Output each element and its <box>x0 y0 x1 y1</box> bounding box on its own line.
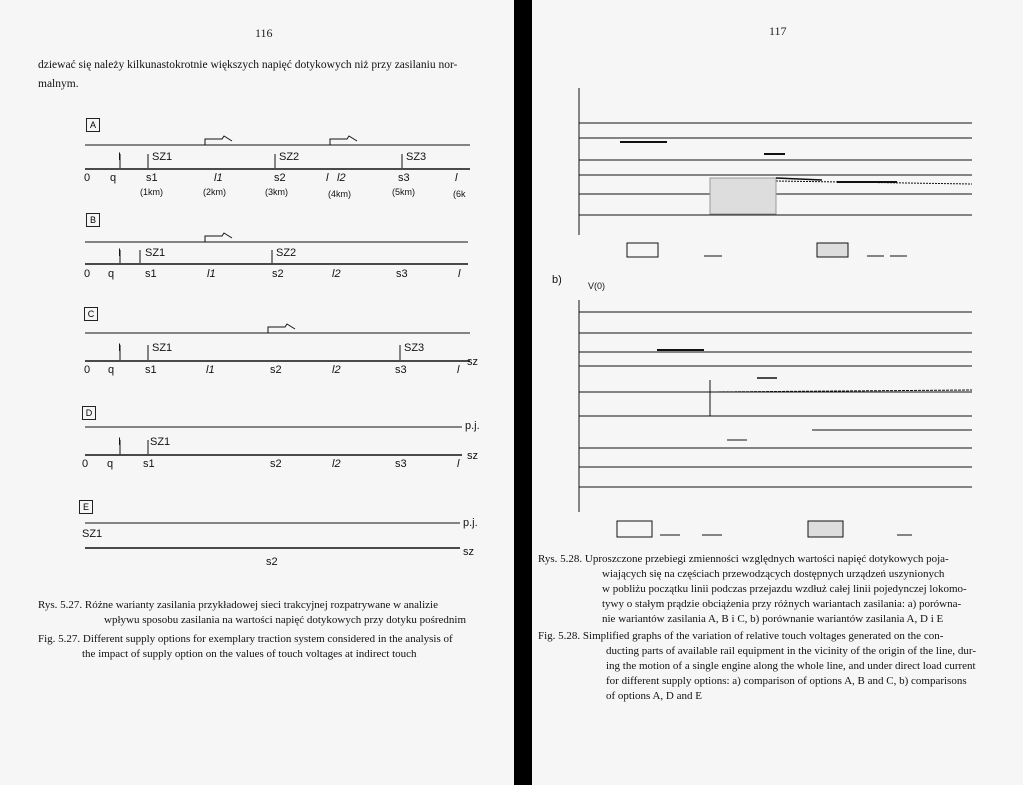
sz-label: sz <box>467 356 478 368</box>
current-label: I <box>118 151 122 163</box>
s2-label: s2 <box>266 556 278 568</box>
sz-label: sz <box>467 450 478 462</box>
l2-label: l2 <box>337 172 346 184</box>
s1-label: s1 <box>143 458 155 470</box>
origin-label: 0 <box>84 364 91 376</box>
s3-label: s3 <box>396 268 408 280</box>
caption-en-line-1: Fig. 5.27. Different supply options for exemplary traction system considered in the analysis of <box>38 633 453 645</box>
l2-label: l2 <box>332 268 341 280</box>
caption-en-line-2: the impact of supply option on the values of touch voltages at indirect touch <box>82 648 417 660</box>
sz3-label: SZ3 <box>406 151 427 163</box>
caption-en-line-2: ducting parts of available rail equipment in the vicinity of the origin of the line, dur- <box>606 645 977 657</box>
current-label: I <box>118 342 122 354</box>
s1-label: s1 <box>145 268 157 280</box>
panel-b-label: b) <box>552 274 562 286</box>
km6-label: (6k <box>453 189 466 199</box>
option-c-label: C <box>84 307 98 321</box>
caption-pl-line-5: nie wariantów zasilania A, B i C, b) porównanie wariantów zasilania A, D i E <box>602 613 944 625</box>
pj-label: p.j. <box>465 420 480 432</box>
current-label: I <box>118 436 122 448</box>
caption-en-line-1: Fig. 5.28. Simplified graphs of the variation of relative touch voltages generated on the con- <box>538 630 944 642</box>
caption-en-line-3: ing the motion of a single engine along the whole line, and under direct load current <box>606 660 976 672</box>
km5-label: (5km) <box>392 187 415 197</box>
s2-label: s2 <box>270 458 282 470</box>
l1-label: l1 <box>206 364 215 376</box>
caption-pl-line-1: Rys. 5.28. Uproszczone przebiegi zmienności względnych wartości napięć dotykowych poja- <box>538 553 949 565</box>
sz2-label: SZ2 <box>279 151 300 163</box>
v0-axis-label: V(0) <box>588 281 606 291</box>
km4-label: (4km) <box>328 189 351 199</box>
q-label: q <box>108 268 115 280</box>
q-label: q <box>110 172 117 184</box>
sz1-label: SZ1 <box>82 528 103 540</box>
l2-label: l2 <box>332 458 341 470</box>
origin-label: 0 <box>84 172 91 184</box>
option-b-label: B <box>86 213 100 227</box>
s2-label: s2 <box>272 268 284 280</box>
sz2-label: SZ2 <box>276 247 297 259</box>
page-number: 117 <box>769 24 787 38</box>
l1-label: l1 <box>207 268 216 280</box>
sz1-label: SZ1 <box>150 436 171 448</box>
l1-label: l1 <box>214 172 223 184</box>
s3-label: s3 <box>395 364 407 376</box>
l-end-label: l <box>455 172 458 184</box>
intro-line-1: dziewać się należy kilkunastokrotnie większych napięć dotykowych niż przy zasilaniu nor- <box>38 59 458 71</box>
option-e-label: E <box>79 500 93 514</box>
l2-label: l2 <box>332 364 341 376</box>
s3-label: s3 <box>398 172 410 184</box>
l-end-label: l <box>458 268 461 280</box>
intro-line-2: malnym. <box>38 78 79 90</box>
q-label: q <box>107 458 114 470</box>
sz3-label: SZ3 <box>404 342 425 354</box>
caption-pl-line-3: w pobliżu początku linii podczas przejazdu wzdłuż całej linii pojedynczej lokomo- <box>602 583 967 595</box>
pj-label: p.j. <box>463 517 478 529</box>
option-d-label: D <box>82 406 96 420</box>
km2-label: (2km) <box>203 187 226 197</box>
km3-label: (3km) <box>265 187 288 197</box>
s2-label: s2 <box>274 172 286 184</box>
sz-label: sz <box>463 546 474 558</box>
caption-pl-line-4: tywy o stałym prądzie obciążenia przy różnych wariantach zasilania: a) porówna- <box>602 598 962 610</box>
origin-label: 0 <box>82 458 89 470</box>
page-number: 116 <box>255 26 273 40</box>
caption-pl-line-2: wiających się na częściach przewodzących dostępnych urządzeń uszynionych <box>602 568 945 580</box>
s2-label: s2 <box>270 364 282 376</box>
sz1-label: SZ1 <box>152 151 173 163</box>
option-a-label: A <box>86 118 100 132</box>
q-label: q <box>108 364 115 376</box>
right-page <box>532 0 1023 785</box>
origin-label: 0 <box>84 268 91 280</box>
km1-label: (1km) <box>140 187 163 197</box>
current-label: I <box>118 247 122 259</box>
sz1-label: SZ1 <box>152 342 173 354</box>
s3-label: s3 <box>395 458 407 470</box>
s1-label: s1 <box>146 172 158 184</box>
sz1-label: SZ1 <box>145 247 166 259</box>
caption-pl-line-1: Rys. 5.27. Różne warianty zasilania przykładowej sieci trakcyjnej rozpatrywane w analizie <box>38 599 438 611</box>
l-end-label: l <box>457 458 460 470</box>
caption-pl-line-2: wpływu sposobu zasilania na wartości napięć dotykowych przy dotyku pośrednim <box>104 614 467 626</box>
l-end-label: l <box>457 364 460 376</box>
caption-en-line-4: for different supply options: a) comparison of options A, B and C, b) comparisons <box>606 675 967 687</box>
l-label: l <box>326 172 329 184</box>
s1-label: s1 <box>145 364 157 376</box>
caption-en-line-5: of options A, D and E <box>606 690 702 702</box>
